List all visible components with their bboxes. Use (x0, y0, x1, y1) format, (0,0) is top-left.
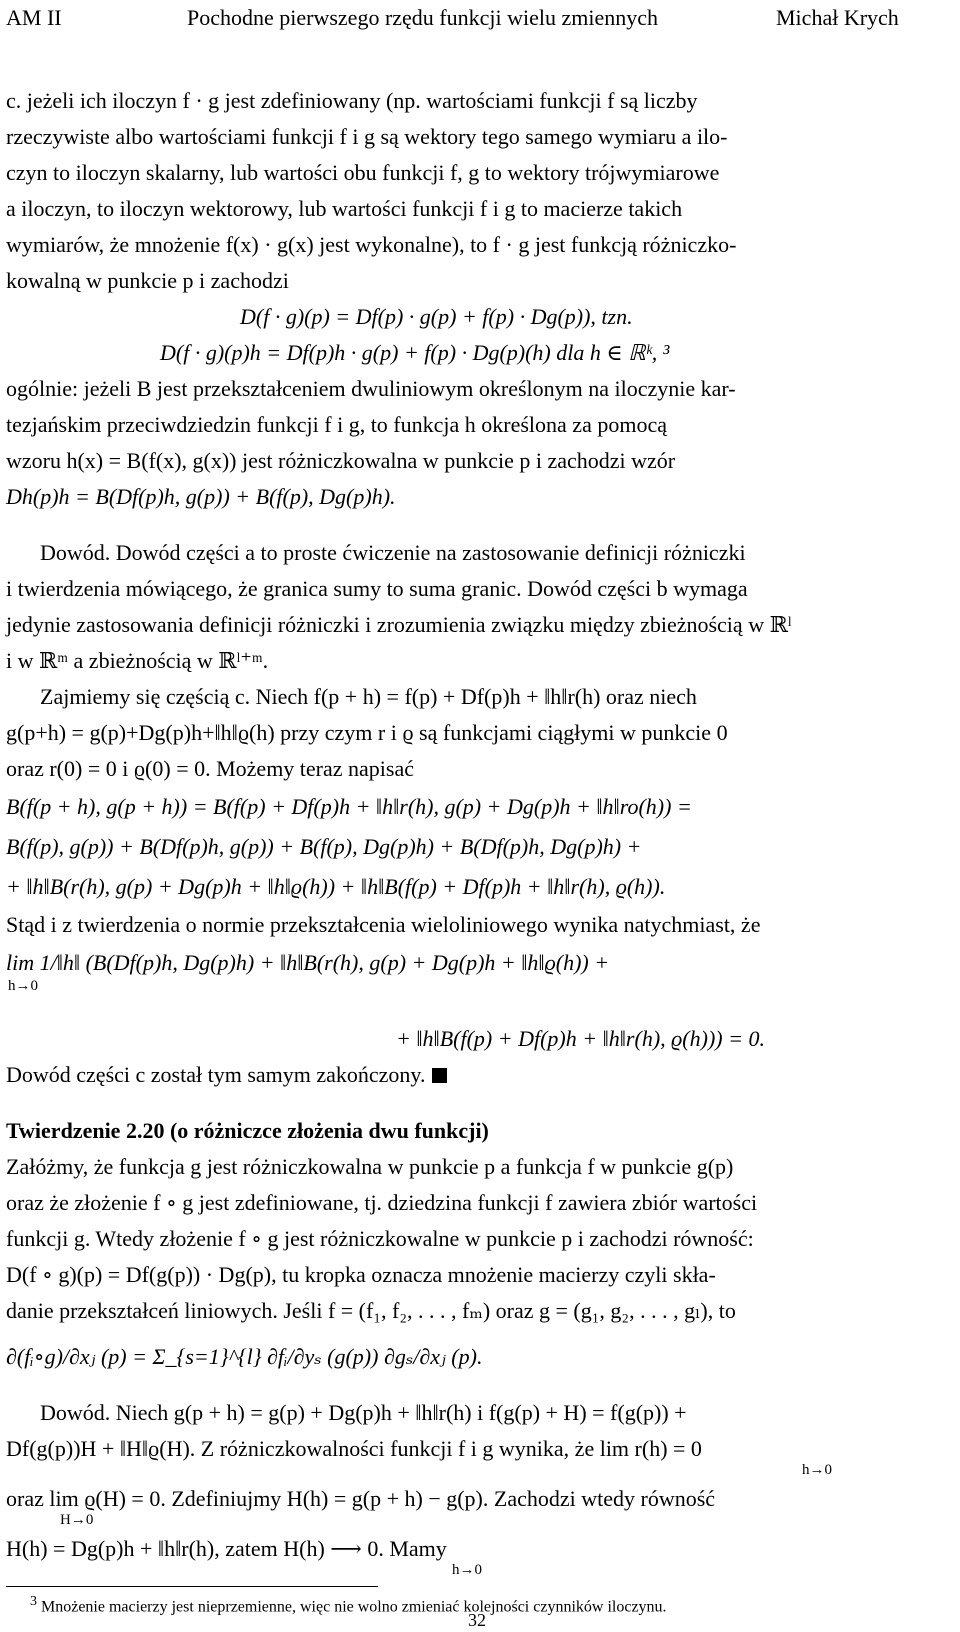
text-line: Stąd i z twierdzenia o normie przekształcenia wieloliniowego wynika natychmiast, że (6, 912, 761, 937)
text-line: danie przekształceń liniowych. Jeśli f = (f₁, f₂, . . . , fₘ) oraz g = (g₁, g₂, . . . , gₗ), to (6, 1298, 736, 1323)
limit-subscript: h→0 (802, 1462, 832, 1478)
text-line: oraz lim ϱ(H) = 0. Zdefiniujmy H(h) = g(p + h) − g(p). Zachodzi wtedy równość (6, 1486, 716, 1511)
header-left: AM II (6, 5, 62, 30)
formula-line: + ‖h‖B(r(h), g(p) + Dg(p)h + ‖h‖ϱ(h)) + ‖h‖B(f(p) + Df(p)h + ‖h‖r(h), ϱ(h)). (6, 874, 666, 899)
formula-line: lim 1/‖h‖ (B(Df(p)h, Dg(p)h) + ‖h‖B(r(h), g(p) + Dg(p)h + ‖h‖ϱ(h)) + (6, 950, 610, 975)
formula-line: B(f(p + h), g(p + h)) = B(f(p) + Df(p)h + ‖h‖r(h), g(p) + Dg(p)h + ‖h‖ro(h)) = (6, 794, 692, 819)
proof-line: Dowód. Niech g(p + h) = g(p) + Dg(p)h + ‖h‖r(h) i f(g(p) + H) = f(g(p)) + (40, 1400, 687, 1425)
formula-line: ∂(fᵢ∘g)/∂xⱼ (p) = Σ_{s=1}^{l} ∂fᵢ/∂yₛ (g(p)) ∂gₛ/∂xⱼ (p). (6, 1344, 483, 1369)
footnote-number: 3 (30, 1594, 37, 1609)
footnote-rule (6, 1586, 378, 1587)
formula-line: D(f · g)(p) = Df(p) · g(p) + f(p) · Dg(p)), tzn. (240, 304, 633, 329)
text-line: Zajmiemy się częścią c. Niech f(p + h) = f(p) + Df(p)h + ‖h‖r(h) oraz niech (40, 684, 697, 709)
proof-line: Dowód. Dowód części a to proste ćwiczenie na zastosowanie definicji różniczki (40, 540, 746, 565)
formula-line: D(f · g)(p)h = Df(p)h · g(p) + f(p) · Dg(p)(h) dla h ∈ ℝᵏ, ³ (160, 340, 670, 365)
footnote-text: Mnożenie macierzy jest nieprzemienne, więc nie wolno zmieniać kolejności czynników iloczynu. (41, 1598, 667, 1616)
footnote (30, 1594, 667, 1616)
formula-line: + ‖h‖B(f(p) + Df(p)h + ‖h‖r(h), ϱ(h))) = 0. (396, 1026, 765, 1051)
text-line: oraz r(0) = 0 i ϱ(0) = 0. Możemy teraz napisać (6, 756, 415, 781)
text-line: ogólnie: jeżeli B jest przekształceniem dwuliniowym określonym na iloczynie kar- (6, 376, 736, 401)
text-line: funkcji g. Wtedy złożenie f ∘ g jest różniczkowalne w punkcie p i zachodzi równość: (6, 1226, 754, 1251)
proof-end-text: Dowód części c został tym samym zakończony. (6, 1062, 426, 1087)
header-right: Michał Krych (776, 5, 899, 30)
text-line: tezjańskim przeciwdziedzin funkcji f i g, to funkcja h określona za pomocą (6, 412, 667, 437)
text-line: kowalną w punkcie p i zachodzi (6, 268, 289, 293)
text-line: g(p+h) = g(p)+Dg(p)h+‖h‖ϱ(h) przy czym r i ϱ są funkcjami ciągłymi w punkcie 0 (6, 720, 728, 745)
text-line: D(f ∘ g)(p) = Df(g(p)) · Dg(p), tu kropka oznacza mnożenie macierzy czyli skła- (6, 1262, 716, 1287)
text-line: Załóżmy, że funkcja g jest różniczkowalna w punkcie p a funkcja f w punkcie g(p) (6, 1154, 734, 1179)
text-line: i w ℝᵐ a zbieżnością w ℝˡ⁺ᵐ. (6, 648, 269, 673)
limit-subscript: h→0 (8, 978, 38, 994)
formula-line: Dh(p)h = B(Df(p)h, g(p)) + B(f(p), Dg(p)h). (6, 484, 396, 509)
page-number: 32 (468, 1610, 486, 1630)
text-line: a iloczyn, to iloczyn wektorowy, lub wartości funkcji f i g to macierze takich (6, 196, 683, 221)
limit-subscript: H→0 (60, 1512, 94, 1528)
text-line: c. jeżeli ich iloczyn f · g jest zdefiniowany (np. wartościami funkcji f są liczby (6, 88, 698, 113)
header-center: Pochodne pierwszego rzędu funkcji wielu zmiennych (187, 5, 659, 30)
theorem-title: Twierdzenie 2.20 (o różniczce złożenia dwu funkcji) (6, 1118, 489, 1143)
text-line (6, 1062, 447, 1088)
formula-line: B(f(p), g(p)) + B(Df(p)h, g(p)) + B(f(p), Dg(p)h) + B(Df(p)h, Dg(p)h) + (6, 834, 642, 859)
text-line: wymiarów, że mnożenie f(x) · g(x) jest wykonalne), to f · g jest funkcją różniczko- (6, 232, 737, 257)
text-line: czyn to iloczyn skalarny, lub wartości obu funkcji f, g to wektory trójwymiarowe (6, 160, 720, 185)
text-line: jedynie zastosowania definicji różniczki i zrozumienia związku między zbieżnością w ℝˡ (6, 612, 792, 637)
text-line: wzoru h(x) = B(f(x), g(x)) jest różniczkowalna w punkcie p i zachodzi wzór (6, 448, 676, 473)
limit-subscript: h→0 (452, 1562, 482, 1578)
text-line: H(h) = Dg(p)h + ‖h‖r(h), zatem H(h) ⟶ 0. Mamy (6, 1536, 447, 1561)
text-line: rzeczywiste albo wartościami funkcji f i g są wektory tego samego wymiaru a ilo- (6, 124, 728, 149)
text-line: oraz że złożenie f ∘ g jest zdefiniowane, tj. dziedzina funkcji f zawiera zbiór wartości (6, 1190, 758, 1215)
text-line: i twierdzenia mówiącego, że granica sumy to suma granic. Dowód części b wymaga (6, 576, 748, 601)
qed-square-icon (432, 1068, 447, 1083)
text-line: Df(g(p))H + ‖H‖ϱ(H). Z różniczkowalności funkcji f i g wynika, że lim r(h) = 0 (6, 1436, 702, 1461)
